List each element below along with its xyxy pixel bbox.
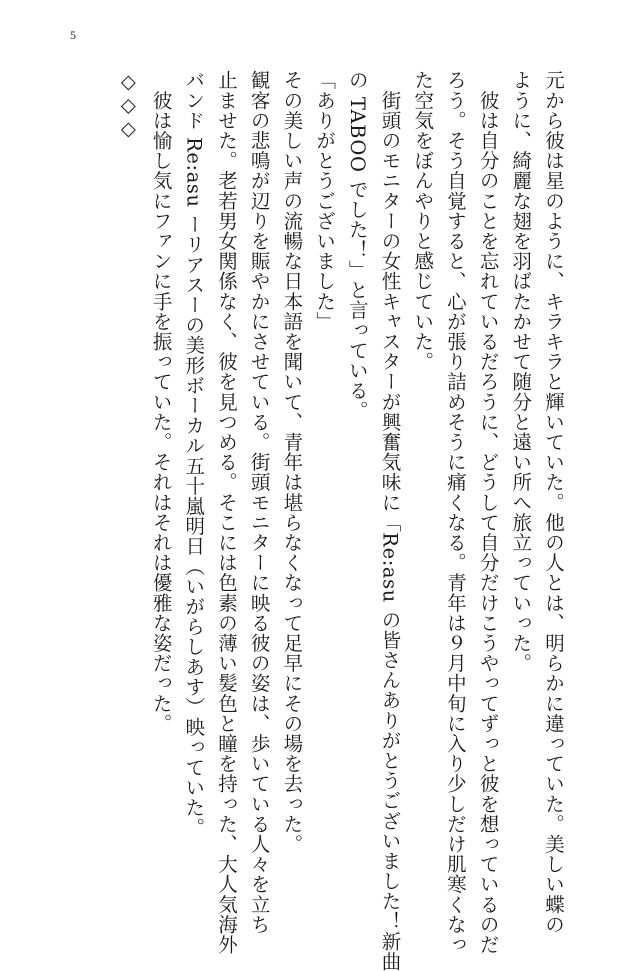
- text-line: た空気をぼんやりと感じていた。: [411, 70, 435, 372]
- text-line: ように、綺麗な翅を羽ばたかせて随分と遠い所へ旅立っていった。: [509, 70, 533, 673]
- text-line: 止ませた。老若男女関係なく、彼を見つめる。そこには色素の薄い髪色と瞳を持った、大人気海外: [214, 70, 238, 955]
- text-line: バンド Re:asu ーリアスーの美形ボーカル五十嵐明日（いがらしあす）映っていた。: [182, 70, 206, 838]
- text-line: 彼は愉し気にファンに手を振っていた。それはそれは優雅な姿だった。: [149, 70, 173, 734]
- text-line: 元から彼は星のように、キラキラと輝いていた。他の人とは、明らかに違っていた。美しい蝶の: [542, 70, 565, 935]
- text-line: その美しい声の流暢な日本語を聞いて、青年は堪らなくなって足早にその場を去った。: [280, 70, 304, 854]
- text-line: 街頭のモニターの女性キャスターが興奮気味に「Re:asu の皆さんありがとうございました！新曲: [378, 70, 402, 971]
- page-number: 5: [70, 28, 76, 42]
- text-line: ろう。そう自覚すると、心が張り詰めそうに痛くなる。青年は９月中旬に入り少しだけ肌寒くなっ: [443, 70, 467, 955]
- text-line: 「ありがとうございました」: [313, 70, 337, 332]
- section-break: ◇◇◇: [116, 70, 140, 141]
- text-line: の TABOO でした！」と言っている。: [345, 70, 369, 421]
- text-line: 観客の悲鳴が辺りを賑やかにさせている。街頭モニターに映る彼の姿は、歩いている人々を立ち: [247, 70, 271, 935]
- body-text: [111, 70, 569, 971]
- text-line: 彼は自分のことを忘れているだろうに、どうして自分だけこうやってずっと彼を想っているのだ: [476, 70, 500, 955]
